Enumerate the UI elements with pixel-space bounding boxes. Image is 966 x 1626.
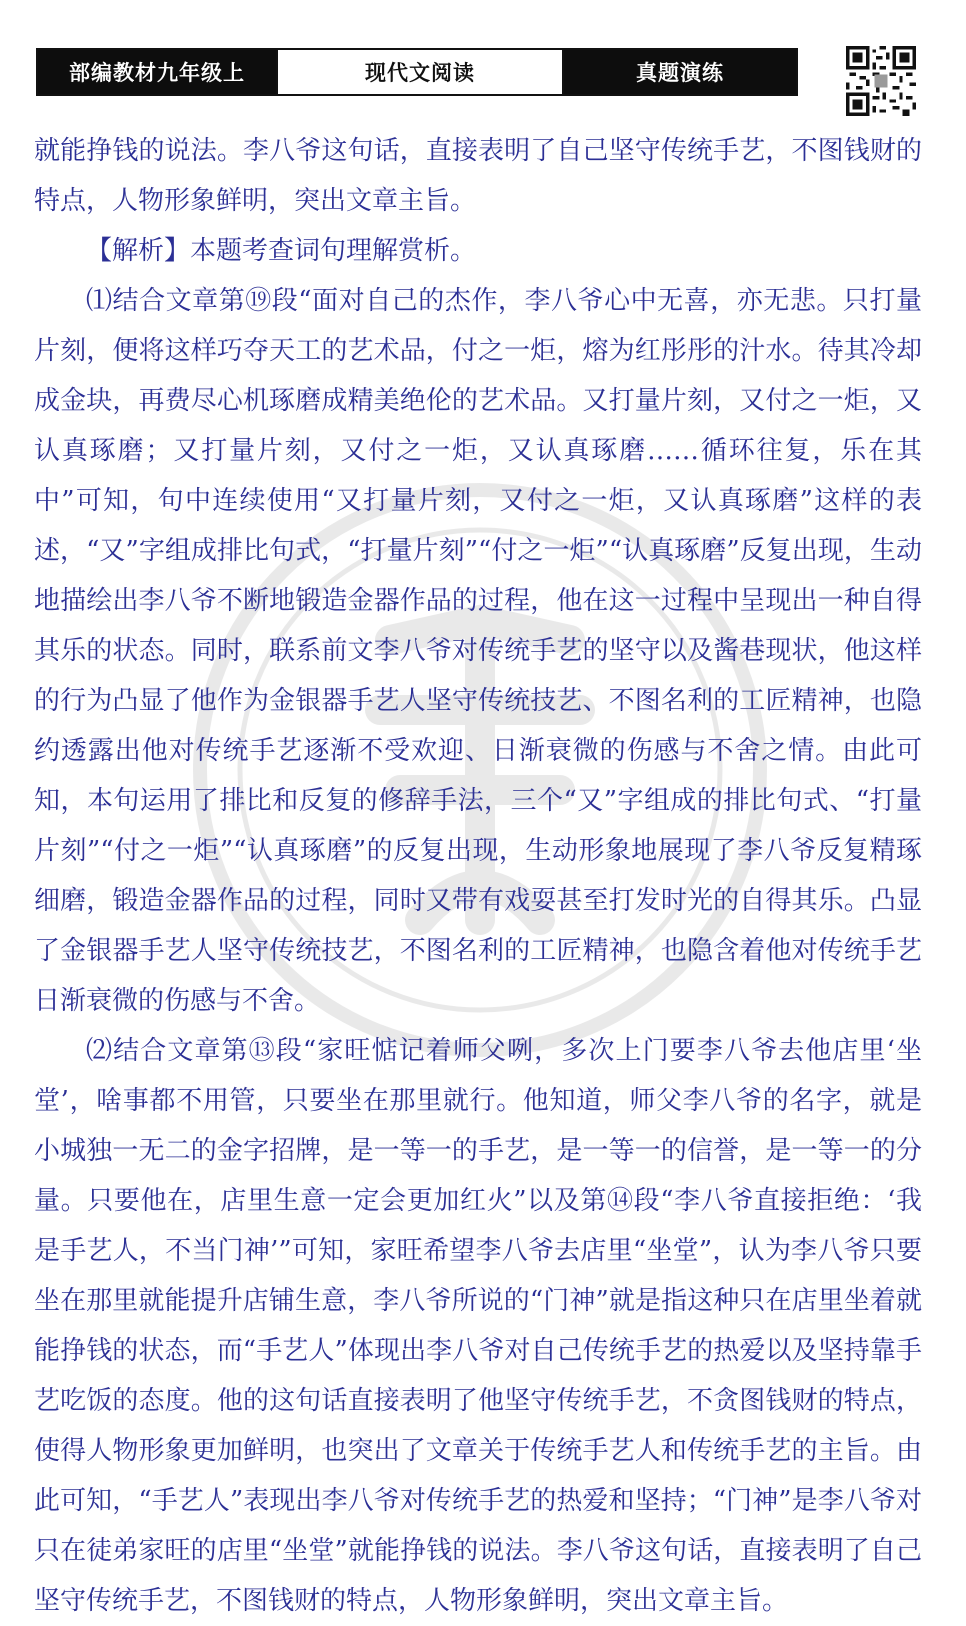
answer-content bbox=[34, 126, 922, 1626]
paragraph-analysis-2: ⑵结合文章第⑬段“家旺惦记着师父咧，多次上门要李八爷去他店里‘坐堂’，啥事都不用管，只要坐在那里就行。他知道，师父李八爷的名字，就是小城独一无二的金字招牌，是一等一的手艺，是一等一的信誉，是一等一的分量。只要他在，店里生意一定会更加红火”以及第⑭段“李八爷直接拒绝：‘我是手艺人，不当门神’”可知，家旺希望李八爷去店里“坐堂”，认为李八爷只要坐在那里就能提升店铺生意，李八爷所说的“门神”就是指这种只在店里坐着就能挣钱的状态，而“手艺人”体现出李八爷对自己传统手艺的热爱以及坚持靠手艺吃饭的态度。他的这句话直接表明了他坚守传统手艺，不贪图钱财的特点，使得人物形象更加鲜明，也突出了文章关于传统手艺人和传统手艺的主旨。由此可知，“手艺人”表现出李八爷对传统手艺的热爱和坚持；“门神”是李八爷对只在徒弟家旺的店里“坐堂”就能挣钱的说法。李八爷这句话，直接表明了自己坚守传统手艺，不图钱财的特点，人物形象鲜明，突出文章主旨。 bbox=[34, 1036, 922, 1616]
header-grade-label: 部编教材九年级上 bbox=[38, 50, 276, 94]
paragraph-continuation: 就能挣钱的说法。李八爷这句话，直接表明了自己坚守传统手艺，不图钱财的特点，人物形象鲜明，突出文章主旨。 bbox=[34, 136, 922, 216]
paragraph-analysis-1: ⑴结合文章第⑲段“面对自己的杰作，李八爷心中无喜，亦无悲。只打量片刻，便将这样巧夺天工的艺术品，付之一炬，熔为红彤彤的汁水。待其冷却成金块，再费尽心机琢磨成精美绝伦的艺术品。又打量片刻，又付之一炬，又认真琢磨；又打量片刻，又付之一炬，又认真琢磨……循环往复，乐在其中”可知，句中连续使用“又打量片刻，又付之一炬，又认真琢磨”这样的表述，“又”字组成排比句式，“打量片刻”“付之一炬”“认真琢磨”反复出现，生动地描绘出李八爷不断地锻造金器作品的过程，他在这一过程中呈现出一种自得其乐的状态。同时，联系前文李八爷对传统手艺的坚守以及酱巷现状，他这样的行为凸显了他作为金银器手艺人坚守传统技艺、不图名利的工匠精神，也隐约透露出他对传统手艺逐渐不受欢迎、日渐衰微的伤感与不舍之情。由此可知，本句运用了排比和反复的修辞手法，三个“又”字组成的排比句式、“打量片刻”“付之一炬”“认真琢磨”的反复出现，生动形象地展现了李八爷反复精琢细磨，锻造金器作品的过程，同时又带有戏耍甚至打发时光的自得其乐。凸显了金银器手艺人坚守传统技艺，不图名利的工匠精神，也隐含着他对传统手艺日渐衰微的伤感与不舍。 bbox=[34, 286, 922, 1016]
paragraph-analysis-heading: 【解析】本题考查词句理解赏析。 bbox=[86, 236, 477, 266]
header-practice-label: 真题演练 bbox=[564, 50, 796, 94]
header-section-label: 现代文阅读 bbox=[276, 50, 564, 94]
qr-code-icon bbox=[846, 46, 916, 116]
header-bar bbox=[36, 48, 798, 96]
